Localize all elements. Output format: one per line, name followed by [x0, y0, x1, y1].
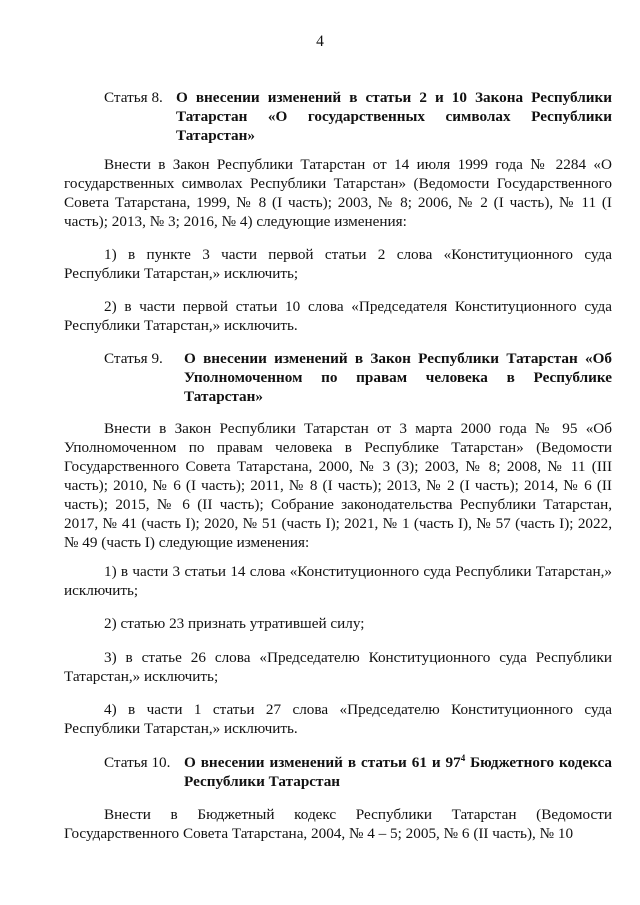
article-9-item-1: 1) в части 3 статьи 14 слова «Конституционного суда Республики Татарстан,» исключить;	[64, 563, 612, 599]
article-10-heading	[64, 753, 612, 791]
article-8-item-2: 2) в части первой статьи 10 слова «Председателя Конституционного суда Республики Татарстан,» исключить.	[64, 298, 612, 334]
article-9-item-2: 2) статью 23 признать утратившей силу;	[104, 615, 365, 632]
article-title: О внесении изменений в статьи 2 и 10 Закона Республики Татарстан «О государственных символах Республики Татарстан»	[176, 89, 612, 144]
article-8-heading	[64, 88, 612, 145]
article-8-item-1: 1) в пункте 3 части первой статьи 2 слова «Конституционного суда Республики Татарстан,» исключить;	[64, 246, 612, 282]
article-title	[184, 753, 612, 791]
article-9-heading	[64, 349, 612, 406]
article-9-item-3: 3) в статье 26 слова «Председателю Конституционного суда Республики Татарстан,» исключить;	[64, 649, 612, 685]
article-9-intro: Внести в Закон Республики Татарстан от 3 марта 2000 года № 95 «Об Уполномоченном по правам человека в Республике Татарстан» (Ведомости Государственного Совета Татарстана, 2000, № 3 (3); 2003, № 8; 2008, № 11 (III часть); 2010, № 6 (I часть); 2011, № 8 (I часть); 2013, № 2 (I часть); 2014, № 6 (II часть); 2015, № 6 (II часть); Собрание законодательства Республики Татарстан, 2017, № 41 (часть I); 2020, № 51 (часть I); 2021, № 1 (часть I), № 57 (часть I); 2022, № 49 (часть I) следующие изменения:	[64, 420, 612, 551]
article-label: Статья 8.	[104, 89, 163, 106]
article-8-intro: Внести в Закон Республики Татарстан от 14 июля 1999 года № 2284 «О государственных символах Республики Татарстан» (Ведомости Государственного Совета Татарстана, 1999, № 8 (I часть); 2003, № 8; 2006, № 2 (I часть), № 11 (I часть); 2013, № 3; 2016, № 4) следующие изменения:	[64, 156, 612, 230]
article-label: Статья 10.	[104, 754, 171, 771]
article-title: О внесении изменений в Закон Республики Татарстан «Об Уполномоченном по правам человека в Республике Татарстан»	[184, 350, 612, 405]
page-number: 4	[316, 33, 324, 50]
article-title-superscript: 4	[460, 752, 466, 763]
article-9-item-4: 4) в части 1 статьи 27 слова «Председателю Конституционного суда Республики Татарстан,» исключить.	[64, 701, 612, 737]
article-label: Статья 9.	[104, 350, 163, 367]
article-title-part: О внесении изменений в статьи 61 и 97	[184, 754, 461, 771]
article-title-part: Бюджетного кодекса Республики Татарстан	[184, 754, 612, 790]
article-10-intro: Внести в Бюджетный кодекс Республики Татарстан (Ведомости Государственного Совета Татарстана, 2004, № 4 – 5; 2005, № 6 (II часть), № 10	[64, 806, 612, 842]
